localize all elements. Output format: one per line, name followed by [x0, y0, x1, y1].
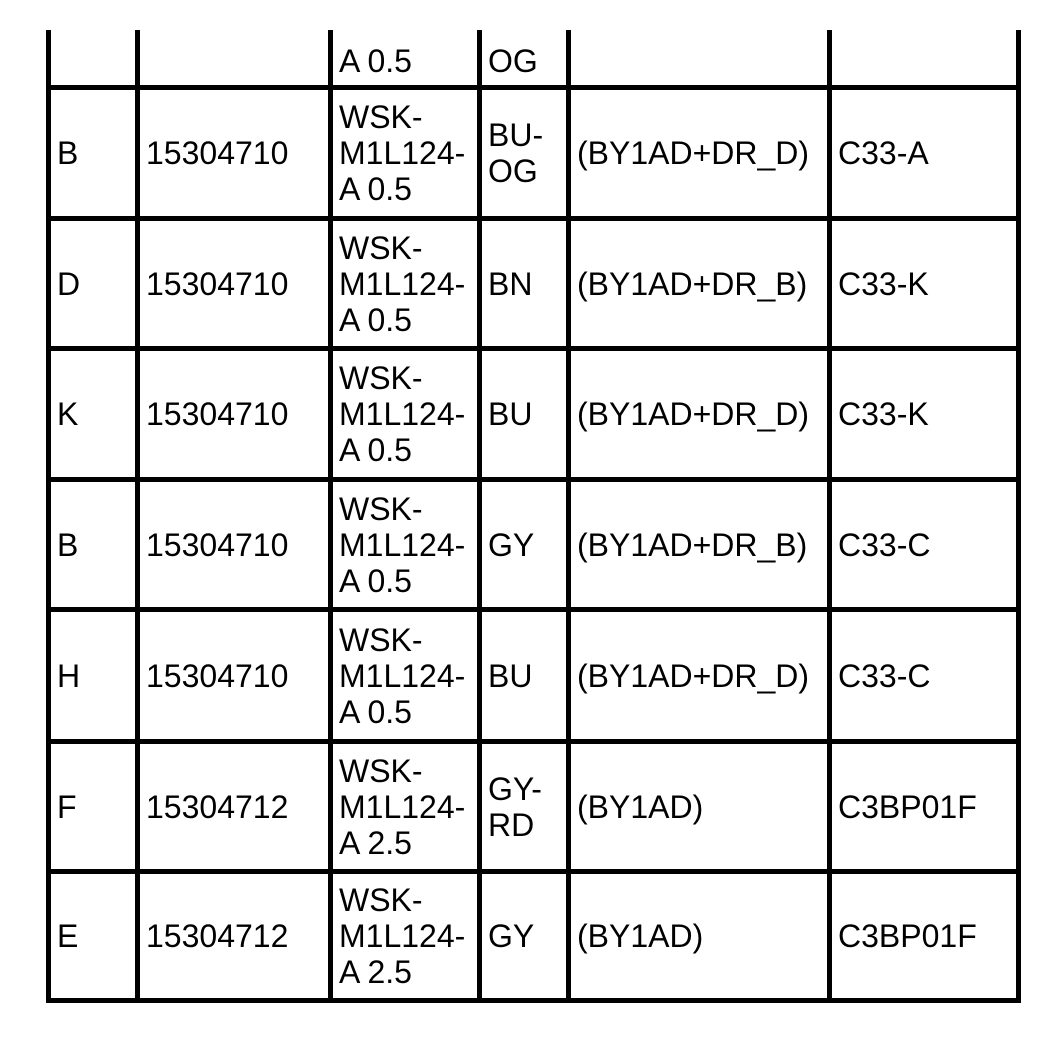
color-cell [488, 612, 566, 739]
terminal-cell [146, 744, 328, 869]
circuit-cell [577, 90, 827, 216]
wire-cell-line: A 2.5 [339, 954, 412, 990]
wire-cell [339, 874, 477, 998]
wire-cell-line: M1L124- [339, 135, 466, 171]
wire-cell-line: A 0.5 [339, 432, 412, 468]
wire-cell-line: WSK- [339, 99, 423, 135]
pin-cell-line: D [57, 265, 81, 302]
circuit-cell [577, 612, 827, 739]
destination-cell [838, 612, 1016, 739]
destination-cell-line: C33-K [838, 265, 929, 302]
destination-cell [838, 351, 1016, 477]
terminal-cell-line: 15304710 [146, 265, 289, 302]
destination-cell [838, 482, 1016, 607]
terminal-cell-line: 15304710 [146, 526, 289, 563]
destination-cell [838, 221, 1016, 346]
destination-cell [838, 744, 1016, 869]
wire-cell-line: WSK- [339, 490, 423, 527]
wire-cell-line: WSK- [339, 752, 423, 789]
pin-cell-line: B [57, 135, 79, 171]
pin-cell-line: F [57, 788, 77, 825]
circuit-cell-line: (BY1AD) [577, 788, 704, 825]
pin-cell-line: K [57, 396, 79, 432]
wire-cell-line: A 0.5 [339, 693, 412, 730]
wire-cell-line: M1L124- [339, 788, 466, 825]
circuit-cell-line: (BY1AD+DR_D) [577, 135, 810, 171]
circuit-cell [577, 482, 827, 607]
wire-cell-line: WSK- [339, 882, 423, 918]
wire-cell-line: M1L124- [339, 657, 466, 694]
column-divider [1016, 30, 1021, 1003]
color-cell-line: BU [488, 657, 533, 694]
destination-cell-line: C33-C [838, 657, 931, 694]
circuit-cell-line: (BY1AD+DR_D) [577, 396, 810, 432]
wire-cell-line: A 0.5 [339, 562, 412, 599]
wire-cell-line: M1L124- [339, 918, 466, 954]
circuit-cell [577, 221, 827, 346]
destination-cell [838, 874, 1016, 998]
column-divider [46, 30, 51, 1003]
color-cell-line: GY [488, 526, 535, 563]
destination-cell-line: C3BP01F [838, 788, 977, 825]
wire-cell-partial: A 0.5 [339, 43, 412, 79]
pin-cell [57, 744, 135, 869]
column-divider [135, 30, 140, 1003]
color-cell [488, 874, 566, 998]
color-cell-line: BU [488, 396, 533, 432]
row-divider [46, 998, 1021, 1003]
terminal-cell-line: 15304712 [146, 918, 289, 954]
circuit-cell-line: (BY1AD) [577, 918, 704, 954]
wire-cell-line: M1L124- [339, 265, 466, 302]
circuit-cell [577, 351, 827, 477]
wire-cell-line: WSK- [339, 229, 423, 266]
pin-cell-line: E [57, 918, 79, 954]
column-divider [827, 30, 832, 1003]
pin-cell [57, 482, 135, 607]
wire-cell-line: A 0.5 [339, 171, 412, 207]
pin-cell-line: B [57, 526, 79, 563]
color-cell [488, 221, 566, 346]
terminal-cell-line: 15304710 [146, 135, 289, 171]
color-cell [488, 482, 566, 607]
terminal-cell-line: 15304710 [146, 657, 289, 694]
circuit-cell [577, 744, 827, 869]
color-cell-line: RD [488, 806, 535, 843]
terminal-cell [146, 874, 328, 998]
destination-cell-line: C33-A [838, 135, 929, 171]
terminal-cell-line: 15304712 [146, 788, 289, 825]
color-cell [488, 90, 566, 216]
column-divider [566, 30, 571, 1003]
wire-cell [339, 90, 477, 216]
color-cell-line: OG [488, 153, 538, 189]
pin-cell [57, 612, 135, 739]
pin-cell [57, 874, 135, 998]
circuit-cell-line: (BY1AD+DR_B) [577, 526, 808, 563]
destination-cell-line: C33-K [838, 396, 929, 432]
column-divider [477, 30, 482, 1003]
destination-cell-line: C3BP01F [838, 918, 977, 954]
color-cell [488, 744, 566, 869]
terminal-cell [146, 351, 328, 477]
column-divider [328, 30, 333, 1003]
wire-cell-line: M1L124- [339, 396, 466, 432]
destination-cell [838, 90, 1016, 216]
wire-cell-line: WSK- [339, 360, 423, 396]
wire-cell [339, 351, 477, 477]
wire-cell [339, 482, 477, 607]
wire-cell-line: A 0.5 [339, 301, 412, 338]
circuit-cell-line: (BY1AD+DR_B) [577, 265, 808, 302]
circuit-cell [577, 874, 827, 998]
circuit-cell-line: (BY1AD+DR_D) [577, 657, 810, 694]
terminal-cell [146, 221, 328, 346]
color-cell-line: BU- [488, 117, 544, 153]
pin-cell [57, 90, 135, 216]
color-cell-line: GY- [488, 770, 542, 807]
color-cell-line: BN [488, 265, 533, 302]
pin-cell [57, 351, 135, 477]
wire-cell [339, 612, 477, 739]
wire-cell [339, 744, 477, 869]
wire-cell-line: A 2.5 [339, 824, 412, 861]
color-cell-partial: OG [488, 43, 538, 79]
terminal-cell [146, 482, 328, 607]
wire-cell [339, 221, 477, 346]
pin-cell-line: H [57, 657, 81, 694]
terminal-cell [146, 612, 328, 739]
wire-cell-line: WSK- [339, 621, 423, 658]
destination-cell-line: C33-C [838, 526, 931, 563]
terminal-cell-line: 15304710 [146, 396, 289, 432]
color-cell-line: GY [488, 918, 535, 954]
pin-cell [57, 221, 135, 346]
terminal-cell [146, 90, 328, 216]
color-cell [488, 351, 566, 477]
wire-cell-line: M1L124- [339, 526, 466, 563]
